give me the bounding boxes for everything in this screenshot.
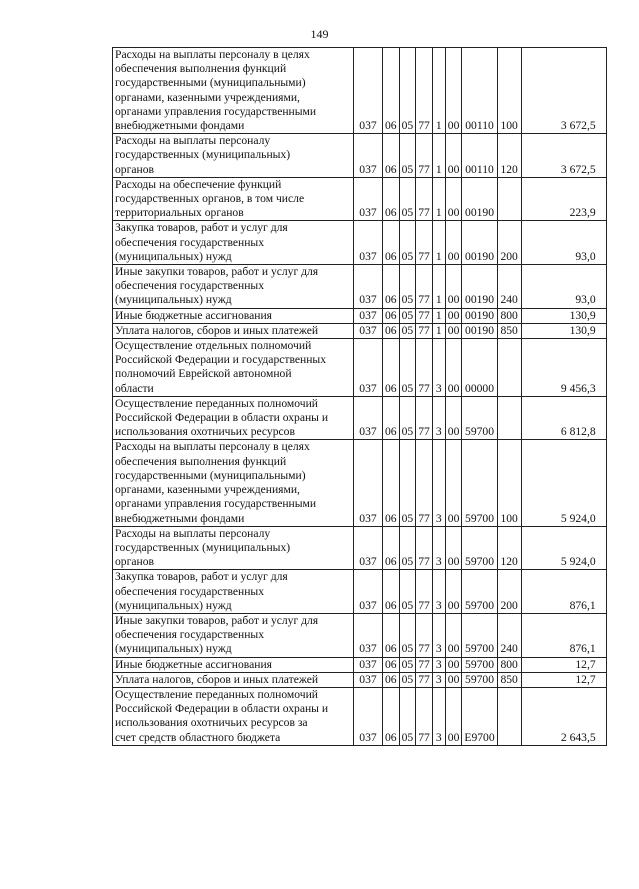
expense-type-code bbox=[497, 177, 521, 221]
section-code: 06 bbox=[383, 265, 400, 309]
description-line: обеспечения государственных bbox=[115, 279, 265, 293]
description-line: Иные бюджетные ассигнования bbox=[115, 308, 272, 322]
description-line: использования охотничьих ресурсов bbox=[115, 425, 295, 439]
description-line: органами, казенными учреждениями, bbox=[115, 90, 300, 104]
description-line: органами управления государственными bbox=[115, 104, 317, 118]
description-line: обеспечения выполнения функций bbox=[115, 454, 287, 468]
subsection-code: 05 bbox=[399, 657, 416, 672]
description-line: Уплата налогов, сборов и иных платежей bbox=[115, 672, 319, 686]
section-code: 06 bbox=[383, 134, 400, 178]
table-row bbox=[113, 48, 607, 134]
main-event-code: 00 bbox=[445, 308, 462, 323]
table-row bbox=[113, 526, 607, 570]
main-event-code: 00 bbox=[445, 265, 462, 309]
subprogram-code: 3 bbox=[432, 526, 445, 570]
direction-code: 00110 bbox=[462, 134, 497, 178]
direction-code: E9700 bbox=[462, 687, 497, 745]
grbs-code: 037 bbox=[354, 526, 383, 570]
description-line: (муниципальных) нужд bbox=[115, 642, 232, 656]
direction-code: 59700 bbox=[462, 657, 497, 672]
amount: 223,9 bbox=[521, 177, 606, 221]
subsection-code: 05 bbox=[399, 308, 416, 323]
direction-code: 00190 bbox=[462, 221, 497, 265]
grbs-code: 037 bbox=[354, 687, 383, 745]
row-description bbox=[113, 570, 354, 614]
table-row bbox=[113, 657, 607, 672]
subsection-code: 05 bbox=[399, 526, 416, 570]
direction-code: 00190 bbox=[462, 308, 497, 323]
expense-type-code: 100 bbox=[497, 440, 521, 526]
description-line: Российской Федерации и государственных bbox=[115, 353, 327, 367]
row-description bbox=[113, 134, 354, 178]
section-code: 06 bbox=[383, 339, 400, 397]
budget-table bbox=[112, 47, 607, 746]
grbs-code: 037 bbox=[354, 48, 383, 134]
description-line: органами, казенными учреждениями, bbox=[115, 483, 300, 497]
subsection-code: 05 bbox=[399, 396, 416, 440]
subsection-code: 05 bbox=[399, 265, 416, 309]
description-line: территориальных органов bbox=[115, 206, 244, 220]
grbs-code: 037 bbox=[354, 396, 383, 440]
table-row bbox=[113, 134, 607, 178]
description-line: (муниципальных) нужд bbox=[115, 598, 232, 612]
subsection-code: 05 bbox=[399, 339, 416, 397]
section-code: 06 bbox=[383, 308, 400, 323]
description-line: обеспечения государственных bbox=[115, 235, 265, 249]
grbs-code: 037 bbox=[354, 308, 383, 323]
expense-type-code: 240 bbox=[497, 613, 521, 657]
direction-code: 00190 bbox=[462, 177, 497, 221]
grbs-code: 037 bbox=[354, 570, 383, 614]
row-description bbox=[113, 323, 354, 338]
amount: 6 812,8 bbox=[521, 396, 606, 440]
table-row bbox=[113, 308, 607, 323]
amount: 3 672,5 bbox=[521, 48, 606, 134]
description-line: Иные закупки товаров, работ и услуг для bbox=[115, 613, 319, 627]
description-line: счет средств областного бюджета bbox=[115, 730, 281, 744]
direction-code: 00190 bbox=[462, 265, 497, 309]
program-code: 77 bbox=[416, 570, 433, 614]
amount: 130,9 bbox=[521, 323, 606, 338]
grbs-code: 037 bbox=[354, 221, 383, 265]
direction-code: 00000 bbox=[462, 339, 497, 397]
description-line: обеспечения выполнения функций bbox=[115, 62, 287, 76]
section-code: 06 bbox=[383, 672, 400, 687]
direction-code: 59700 bbox=[462, 440, 497, 526]
main-event-code: 00 bbox=[445, 672, 462, 687]
description-line: обеспечения государственных bbox=[115, 584, 265, 598]
subprogram-code: 1 bbox=[432, 265, 445, 309]
subprogram-code: 1 bbox=[432, 134, 445, 178]
section-code: 06 bbox=[383, 177, 400, 221]
expense-type-code: 120 bbox=[497, 526, 521, 570]
expense-type-code: 850 bbox=[497, 323, 521, 338]
row-description bbox=[113, 48, 354, 134]
main-event-code: 00 bbox=[445, 48, 462, 134]
description-line: Расходы на выплаты персоналу в целях bbox=[115, 440, 310, 454]
description-line: Расходы на обеспечение функций bbox=[115, 177, 282, 191]
amount: 93,0 bbox=[521, 221, 606, 265]
subprogram-code: 1 bbox=[432, 177, 445, 221]
program-code: 77 bbox=[416, 440, 433, 526]
program-code: 77 bbox=[416, 177, 433, 221]
description-line: органов bbox=[115, 555, 154, 569]
subsection-code: 05 bbox=[399, 570, 416, 614]
expense-type-code bbox=[497, 339, 521, 397]
description-line: Расходы на выплаты персоналу bbox=[115, 134, 271, 148]
expense-type-code: 800 bbox=[497, 657, 521, 672]
description-line: органами управления государственными bbox=[115, 497, 317, 511]
description-line: Российской Федерации в области охраны и bbox=[115, 702, 329, 716]
description-line: государственных органов, в том числе bbox=[115, 192, 305, 206]
description-line: Осуществление переданных полномочий bbox=[115, 687, 319, 701]
direction-code: 00190 bbox=[462, 323, 497, 338]
subsection-code: 05 bbox=[399, 613, 416, 657]
subprogram-code: 3 bbox=[432, 396, 445, 440]
subprogram-code: 3 bbox=[432, 613, 445, 657]
description-line: Иные бюджетные ассигнования bbox=[115, 657, 272, 671]
main-event-code: 00 bbox=[445, 526, 462, 570]
section-code: 06 bbox=[383, 657, 400, 672]
main-event-code: 00 bbox=[445, 570, 462, 614]
amount: 2 643,5 bbox=[521, 687, 606, 745]
description-line: Иные закупки товаров, работ и услуг для bbox=[115, 265, 319, 279]
subprogram-code: 1 bbox=[432, 221, 445, 265]
direction-code: 59700 bbox=[462, 526, 497, 570]
table-row bbox=[113, 396, 607, 440]
row-description bbox=[113, 396, 354, 440]
table-row bbox=[113, 339, 607, 397]
main-event-code: 00 bbox=[445, 657, 462, 672]
subprogram-code: 1 bbox=[432, 308, 445, 323]
direction-code: 59700 bbox=[462, 396, 497, 440]
amount: 5 924,0 bbox=[521, 526, 606, 570]
subsection-code: 05 bbox=[399, 440, 416, 526]
expense-type-code: 120 bbox=[497, 134, 521, 178]
expense-type-code bbox=[497, 687, 521, 745]
program-code: 77 bbox=[416, 396, 433, 440]
subsection-code: 05 bbox=[399, 323, 416, 338]
grbs-code: 037 bbox=[354, 323, 383, 338]
subsection-code: 05 bbox=[399, 221, 416, 265]
row-description bbox=[113, 526, 354, 570]
description-line: (муниципальных) нужд bbox=[115, 249, 232, 263]
grbs-code: 037 bbox=[354, 177, 383, 221]
section-code: 06 bbox=[383, 48, 400, 134]
section-code: 06 bbox=[383, 221, 400, 265]
grbs-code: 037 bbox=[354, 339, 383, 397]
program-code: 77 bbox=[416, 339, 433, 397]
expense-type-code: 240 bbox=[497, 265, 521, 309]
section-code: 06 bbox=[383, 613, 400, 657]
amount: 9 456,3 bbox=[521, 339, 606, 397]
row-description bbox=[113, 265, 354, 309]
amount: 93,0 bbox=[521, 265, 606, 309]
section-code: 06 bbox=[383, 396, 400, 440]
page-number: 149 bbox=[310, 27, 329, 41]
subsection-code: 05 bbox=[399, 177, 416, 221]
expense-type-code: 200 bbox=[497, 570, 521, 614]
expense-type-code: 850 bbox=[497, 672, 521, 687]
description-line: полномочий Еврейской автономной bbox=[115, 367, 292, 381]
expense-type-code: 200 bbox=[497, 221, 521, 265]
description-line: Осуществление отдельных полномочий bbox=[115, 339, 312, 353]
table-row bbox=[113, 221, 607, 265]
amount: 3 672,5 bbox=[521, 134, 606, 178]
table-row bbox=[113, 672, 607, 687]
direction-code: 59700 bbox=[462, 570, 497, 614]
subsection-code: 05 bbox=[399, 48, 416, 134]
subprogram-code: 3 bbox=[432, 440, 445, 526]
row-description bbox=[113, 339, 354, 397]
description-line: Уплата налогов, сборов и иных платежей bbox=[115, 323, 319, 337]
section-code: 06 bbox=[383, 687, 400, 745]
description-line: Российской Федерации в области охраны и bbox=[115, 411, 329, 425]
grbs-code: 037 bbox=[354, 440, 383, 526]
amount: 876,1 bbox=[521, 613, 606, 657]
row-description bbox=[113, 221, 354, 265]
direction-code: 59700 bbox=[462, 672, 497, 687]
expense-type-code: 800 bbox=[497, 308, 521, 323]
grbs-code: 037 bbox=[354, 657, 383, 672]
subprogram-code: 3 bbox=[432, 339, 445, 397]
direction-code: 00110 bbox=[462, 48, 497, 134]
row-description bbox=[113, 308, 354, 323]
row-description bbox=[113, 613, 354, 657]
table-row bbox=[113, 687, 607, 745]
subprogram-code: 3 bbox=[432, 687, 445, 745]
program-code: 77 bbox=[416, 672, 433, 687]
program-code: 77 bbox=[416, 308, 433, 323]
amount: 876,1 bbox=[521, 570, 606, 614]
subprogram-code: 3 bbox=[432, 570, 445, 614]
main-event-code: 00 bbox=[445, 339, 462, 397]
program-code: 77 bbox=[416, 134, 433, 178]
description-line: государственных (муниципальных) bbox=[115, 540, 291, 554]
subsection-code: 05 bbox=[399, 672, 416, 687]
description-line: внебюджетными фондами bbox=[115, 511, 245, 525]
program-code: 77 bbox=[416, 221, 433, 265]
program-code: 77 bbox=[416, 323, 433, 338]
table-row bbox=[113, 440, 607, 526]
table-row bbox=[113, 570, 607, 614]
row-description bbox=[113, 657, 354, 672]
description-line: государственными (муниципальными) bbox=[115, 468, 306, 482]
description-line: использования охотничьих ресурсов за bbox=[115, 716, 308, 730]
subsection-code: 05 bbox=[399, 134, 416, 178]
table-row bbox=[113, 613, 607, 657]
table-body bbox=[113, 48, 607, 746]
grbs-code: 037 bbox=[354, 134, 383, 178]
grbs-code: 037 bbox=[354, 265, 383, 309]
row-description bbox=[113, 672, 354, 687]
row-description bbox=[113, 440, 354, 526]
main-event-code: 00 bbox=[445, 177, 462, 221]
section-code: 06 bbox=[383, 570, 400, 614]
main-event-code: 00 bbox=[445, 687, 462, 745]
subsection-code: 05 bbox=[399, 687, 416, 745]
amount: 12,7 bbox=[521, 672, 606, 687]
main-event-code: 00 bbox=[445, 221, 462, 265]
main-event-code: 00 bbox=[445, 440, 462, 526]
amount: 5 924,0 bbox=[521, 440, 606, 526]
program-code: 77 bbox=[416, 657, 433, 672]
subprogram-code: 3 bbox=[432, 672, 445, 687]
description-line: Закупка товаров, работ и услуг для bbox=[115, 221, 288, 235]
section-code: 06 bbox=[383, 526, 400, 570]
direction-code: 59700 bbox=[462, 613, 497, 657]
description-line: Закупка товаров, работ и услуг для bbox=[115, 570, 288, 584]
amount: 130,9 bbox=[521, 308, 606, 323]
description-line: внебюджетными фондами bbox=[115, 119, 245, 133]
description-line: органов bbox=[115, 162, 154, 176]
expense-type-code bbox=[497, 396, 521, 440]
description-line: Осуществление переданных полномочий bbox=[115, 396, 319, 410]
program-code: 77 bbox=[416, 265, 433, 309]
section-code: 06 bbox=[383, 323, 400, 338]
program-code: 77 bbox=[416, 526, 433, 570]
expense-type-code: 100 bbox=[497, 48, 521, 134]
section-code: 06 bbox=[383, 440, 400, 526]
subprogram-code: 1 bbox=[432, 48, 445, 134]
description-line: обеспечения государственных bbox=[115, 628, 265, 642]
program-code: 77 bbox=[416, 48, 433, 134]
main-event-code: 00 bbox=[445, 396, 462, 440]
subprogram-code: 1 bbox=[432, 323, 445, 338]
program-code: 77 bbox=[416, 613, 433, 657]
description-line: (муниципальных) нужд bbox=[115, 293, 232, 307]
main-event-code: 00 bbox=[445, 613, 462, 657]
program-code: 77 bbox=[416, 687, 433, 745]
subprogram-code: 3 bbox=[432, 657, 445, 672]
grbs-code: 037 bbox=[354, 672, 383, 687]
description-line: государственных (муниципальных) bbox=[115, 148, 291, 162]
description-line: Расходы на выплаты персоналу bbox=[115, 526, 271, 540]
description-line: Расходы на выплаты персоналу в целях bbox=[115, 48, 310, 61]
table-row bbox=[113, 265, 607, 309]
main-event-code: 00 bbox=[445, 323, 462, 338]
amount: 12,7 bbox=[521, 657, 606, 672]
main-event-code: 00 bbox=[445, 134, 462, 178]
table-row bbox=[113, 323, 607, 338]
table-row bbox=[113, 177, 607, 221]
row-description bbox=[113, 177, 354, 221]
description-line: государственными (муниципальными) bbox=[115, 76, 306, 90]
description-line: области bbox=[115, 381, 154, 395]
row-description bbox=[113, 687, 354, 745]
grbs-code: 037 bbox=[354, 613, 383, 657]
